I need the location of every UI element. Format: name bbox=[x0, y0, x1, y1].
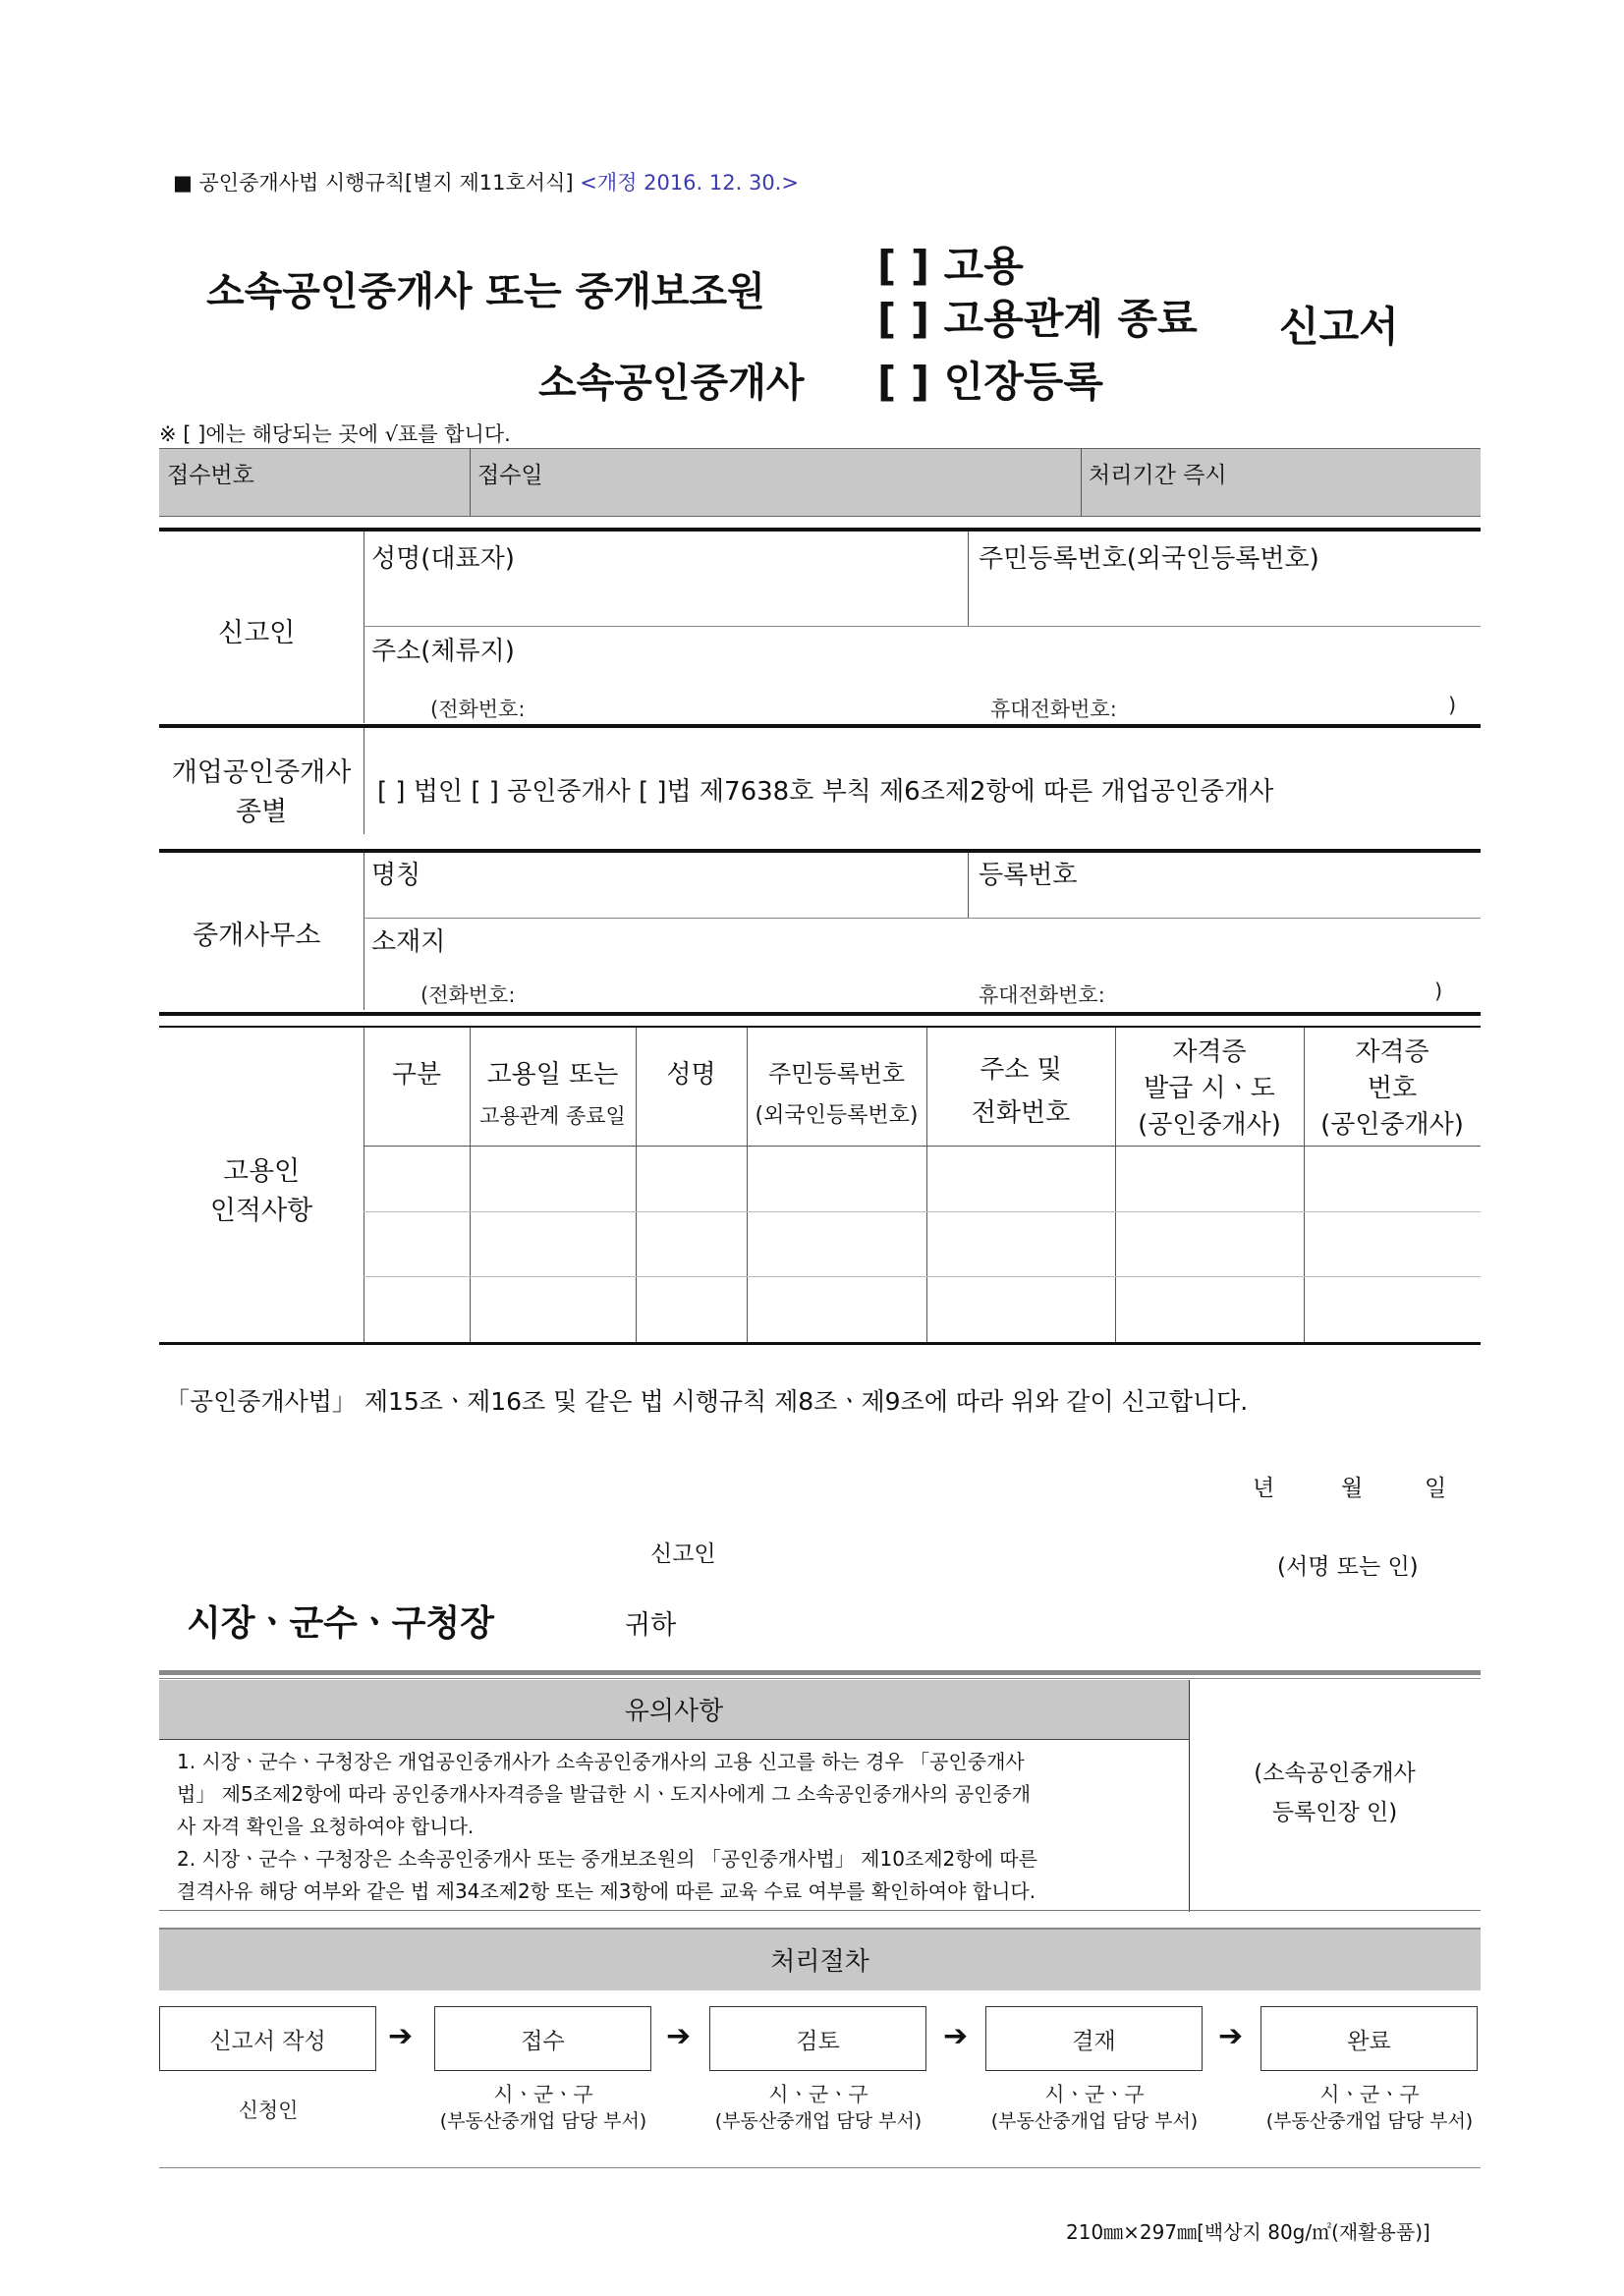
procedure-dept-approve: (부동산중개업 담당 부서) bbox=[990, 2110, 1199, 2132]
seal-box-line1: (소속공인중개사 bbox=[1254, 1761, 1416, 1786]
office-section-label: 중개사무소 bbox=[193, 921, 321, 951]
procedure-step-receive-label: 접수 bbox=[521, 2028, 565, 2054]
col-certno-header-line3: (공인중개사) bbox=[1320, 1110, 1464, 1140]
col-issuer-header-line3: (공인중개사) bbox=[1138, 1110, 1281, 1140]
procedure-actor-approve: 시ㆍ군ㆍ구 bbox=[1044, 2083, 1145, 2106]
checkbox-note: ※ [ ]에는 해당되는 곳에 √표를 합니다. bbox=[159, 422, 511, 446]
office-mobile-label: 휴대전화번호: bbox=[979, 983, 1105, 1007]
col-rrn-header-line2: (외국인등록번호) bbox=[755, 1103, 919, 1128]
col-rrn-header-line1: 주민등록번호 bbox=[767, 1060, 906, 1088]
signature-sign-label: (서명 또는 인) bbox=[1277, 1554, 1419, 1580]
arrow-right-icon: ➔ bbox=[666, 2019, 692, 2053]
procedure-dept-receive: (부동산중개업 담당 부서) bbox=[439, 2110, 647, 2132]
arrow-right-icon: ➔ bbox=[1218, 2019, 1244, 2053]
title-option-termination: [ ] 고용관계 종료 bbox=[877, 295, 1198, 343]
col-issuer-header-line1: 자격증 bbox=[1172, 1037, 1247, 1067]
notes-item1-line1: 1. 시장ㆍ군수ㆍ구청장은 개업공인중개사가 소속공인중개사의 고용 신고를 하는 경우 「공인중개사 bbox=[177, 1750, 1025, 1773]
business-type-label-line1: 개업공인중개사 bbox=[171, 757, 352, 788]
office-name-label: 명칭 bbox=[371, 861, 421, 890]
signature-reporter-label: 신고인 bbox=[650, 1541, 716, 1567]
notes-title: 유의사항 bbox=[624, 1697, 724, 1726]
reporter-close-paren: ) bbox=[1448, 694, 1457, 717]
title-option-seal: [ ] 인장등록 bbox=[877, 358, 1103, 406]
date-month: 월 bbox=[1341, 1476, 1364, 1501]
title-line3-left: 소속공인중개사 bbox=[538, 361, 805, 406]
col-name-header: 성명 bbox=[666, 1060, 716, 1090]
office-location-label: 소재지 bbox=[371, 927, 446, 957]
employee-section-label-line2: 인적사항 bbox=[209, 1196, 313, 1226]
procedure-actor-receive: 시ㆍ군ㆍ구 bbox=[493, 2083, 593, 2106]
date-year: 년 bbox=[1253, 1476, 1275, 1501]
addressee-name: 시장ㆍ군수ㆍ구청장 bbox=[187, 1603, 494, 1644]
procedure-step-approve bbox=[985, 2006, 1203, 2071]
col-date-header-line2: 고용관계 종료일 bbox=[479, 1104, 626, 1128]
reporter-address-label: 주소(체류지) bbox=[371, 637, 515, 666]
procedure-actor-complete: 시ㆍ군ㆍ구 bbox=[1319, 2083, 1420, 2106]
reporter-name-label: 성명(대표자) bbox=[371, 544, 515, 574]
paper-spec-footer: 210㎜×297㎜[백상지 80g/㎡(재활용품)] bbox=[1066, 2220, 1430, 2244]
procedure-step-approve-label: 결재 bbox=[1072, 2028, 1116, 2054]
business-type-options: [ ] 법인 [ ] 공인중개사 [ ]법 제7638호 부칙 제6조제2항에 따른 개업공인중개사 bbox=[377, 777, 1274, 807]
reporter-phone-label: (전화번호: bbox=[430, 698, 526, 721]
procedure-title: 처리절차 bbox=[770, 1947, 869, 1977]
col-issuer-header-line2: 발급 시ㆍ도 bbox=[1144, 1074, 1275, 1103]
declaration-text: 「공인중개사법」 제15조ㆍ제16조 및 같은 법 시행규칙 제8조ㆍ제9조에 따라 위와 같이 신고합니다. bbox=[165, 1387, 1249, 1416]
col-certno-header-line1: 자격증 bbox=[1355, 1037, 1429, 1067]
processing-period-label: 처리기간 즉시 bbox=[1089, 463, 1227, 488]
procedure-step-complete-label: 완료 bbox=[1347, 2028, 1391, 2054]
reporter-section-label: 신고인 bbox=[218, 618, 296, 648]
col-address-header-line1: 주소 및 bbox=[980, 1055, 1062, 1085]
receipt-number-label: 접수번호 bbox=[167, 463, 254, 488]
seal-box-line2: 등록인장 인) bbox=[1271, 1800, 1398, 1825]
office-registration-label: 등록번호 bbox=[979, 861, 1078, 890]
reporter-rrn-label: 주민등록번호(외국인등록번호) bbox=[979, 544, 1319, 574]
col-certno-header-line2: 번호 bbox=[1367, 1074, 1418, 1103]
procedure-step-complete bbox=[1260, 2006, 1478, 2071]
reporter-mobile-label: 휴대전화번호: bbox=[990, 698, 1117, 721]
procedure-dept-review: (부동산중개업 담당 부서) bbox=[714, 2110, 923, 2132]
office-close-paren: ) bbox=[1434, 980, 1443, 1003]
procedure-step-receive bbox=[434, 2006, 651, 2071]
procedure-step-write-label: 신고서 작성 bbox=[209, 2028, 326, 2054]
notes-item2-line1: 2. 시장ㆍ군수ㆍ구청장은 소속공인중개사 또는 중개보조원의 「공인중개사법」 제10조제2항에 따른 bbox=[177, 1847, 1037, 1871]
employee-section-label-line1: 고용인 bbox=[222, 1156, 301, 1187]
procedure-step-write bbox=[159, 2006, 376, 2071]
notes-item2-line2: 결격사유 해당 여부와 같은 법 제34조제2항 또는 제3항에 따른 교육 수료 여부를 확인하여야 합니다. bbox=[177, 1879, 1036, 1903]
procedure-dept-complete: (부동산중개업 담당 부서) bbox=[1265, 2110, 1474, 2132]
date-day: 일 bbox=[1425, 1476, 1447, 1501]
title-option-employment: [ ] 고용 bbox=[877, 242, 1024, 290]
notes-item1-line3: 사 자격 확인을 요청하여야 합니다. bbox=[177, 1815, 475, 1838]
business-type-label-line2: 종별 bbox=[235, 797, 288, 827]
col-address-header-line2: 전화번호 bbox=[971, 1098, 1071, 1128]
receipt-bar bbox=[159, 448, 1481, 517]
receipt-date-label: 접수일 bbox=[477, 463, 543, 488]
title-suffix: 신고서 bbox=[1279, 303, 1399, 351]
title-line1-left: 소속공인중개사 또는 중개보조원 bbox=[206, 269, 765, 314]
procedure-actor-review: 시ㆍ군ㆍ구 bbox=[768, 2083, 868, 2106]
office-phone-label: (전화번호: bbox=[420, 983, 516, 1007]
col-date-header-line1: 고용일 또는 bbox=[486, 1060, 619, 1090]
arrow-right-icon: ➔ bbox=[388, 2019, 414, 2053]
arrow-right-icon: ➔ bbox=[943, 2019, 969, 2053]
procedure-step-review-label: 검토 bbox=[796, 2028, 840, 2054]
revision-note: <개정 2016. 12. 30.> bbox=[580, 171, 799, 195]
col-type-header: 구분 bbox=[391, 1060, 442, 1090]
procedure-step-review bbox=[709, 2006, 926, 2071]
notes-item1-line2: 법」 제5조제2항에 따라 공인중개사자격증을 발급한 시ㆍ도지사에게 그 소속공인중개사의 공인중개 bbox=[177, 1782, 1032, 1806]
procedure-actor-applicant: 신청인 bbox=[238, 2099, 299, 2122]
addressee-honorific: 귀하 bbox=[625, 1610, 677, 1641]
legal-basis: ■ 공인중개사법 시행규칙[별지 제11호서식] bbox=[173, 171, 574, 195]
